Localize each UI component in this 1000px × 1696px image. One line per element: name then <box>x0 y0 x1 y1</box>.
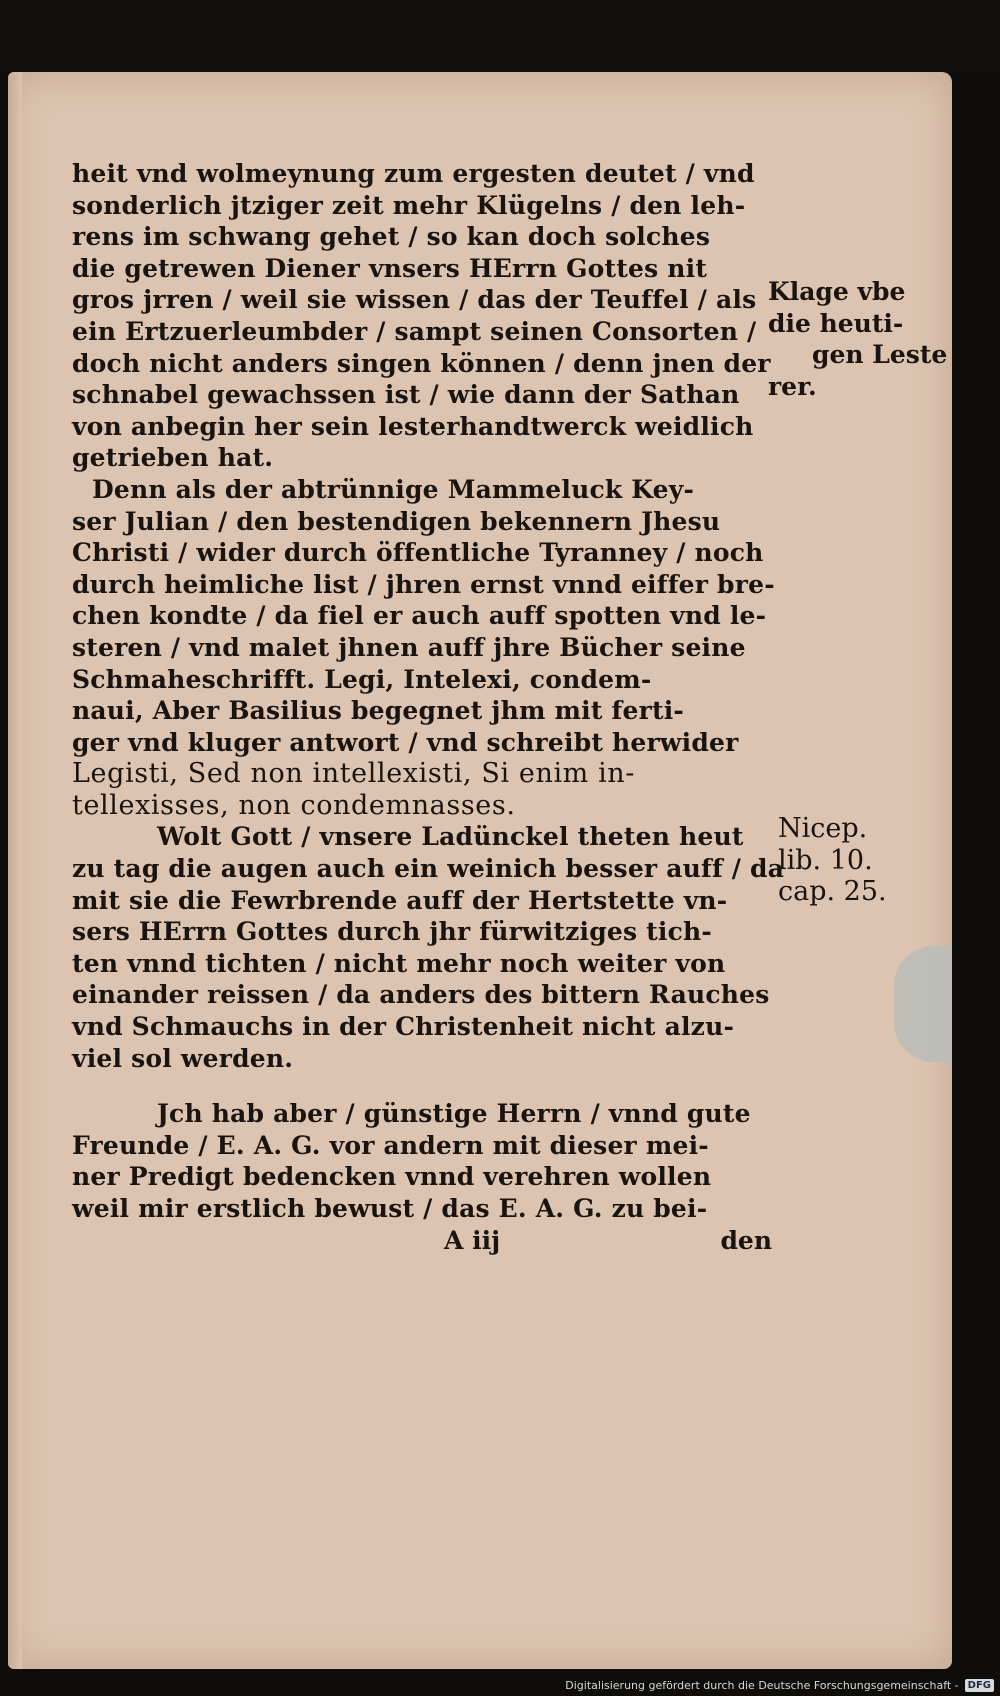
signature-line <box>72 1225 772 1257</box>
footer-text: Digitalisierung gefördert durch die Deutsche Forschungsgemeinschaft - <box>565 1679 959 1692</box>
text-line: durch heimliche list / jhren ernst vnnd eiffer bre- <box>72 569 775 599</box>
catchword: den <box>720 1225 772 1255</box>
text-line: einander reissen / da anders des bittern Rauches <box>72 980 770 1010</box>
text-line: steren / vnd malet jhnen auff jhre Bücher seine <box>72 632 746 662</box>
paragraph-gap <box>72 1074 772 1098</box>
text-line: ser Julian / den bestendigen bekennern Jhesu <box>72 506 721 536</box>
margin-note-line: rer. <box>768 371 817 401</box>
text-line: heit vnd wolmeynung zum ergesten deutet / vnd <box>72 159 755 188</box>
text-line: ner Predigt bedencken vnnd verehren wollen <box>72 1162 712 1192</box>
text-line: Jch hab aber / günstige Herrn / vnnd gute <box>157 1099 751 1129</box>
main-text-block <box>72 158 785 1256</box>
text-line: naui, Aber Basilius begegnet jhm mit ferti- <box>72 696 684 726</box>
text-line: Wolt Gott / vnsere Ladünckel theten heut <box>157 822 744 852</box>
text-line: die getrewen Diener vnsers HErrn Gottes nit <box>72 253 708 283</box>
margin-note-line: die heuti- <box>768 308 904 338</box>
text-line: schnabel gewachssen ist / wie dann der Sathan <box>72 380 740 410</box>
text-line: von anbegin her sein lesterhandtwerck weidlich <box>72 411 754 441</box>
text-line: doch nicht anders singen können / denn jnen der <box>72 348 771 378</box>
text-line: weil mir erstlich bewust / das E. A. G. zu bei- <box>72 1194 708 1223</box>
footer-credit <box>565 1679 994 1692</box>
text-line: viel sol werden. <box>72 1043 294 1073</box>
margin-note-line: Nicep. <box>778 813 868 844</box>
margin-note-line: lib. 10. <box>778 844 873 876</box>
text-line: ein Ertzuerleumbder / sampt seinen Consorten / <box>72 316 757 346</box>
text-line: getrieben hat. <box>72 443 274 473</box>
text-line: Schmaheschrifft. Legi, Intelexi, condem- <box>72 664 652 694</box>
margin-note-line: gen Leste <box>812 340 948 370</box>
text-line: mit sie die Fewrbrende auff der Hertstette vn- <box>72 885 728 915</box>
margin-note-nicep <box>778 813 887 908</box>
text-line: gros jrren / weil sie wissen / das der Teuffel / als <box>72 285 757 315</box>
margin-note-line: Klage vbe <box>768 277 906 306</box>
text-line: chen kondte / da fiel er auch auff spotten vnd le- <box>72 601 767 631</box>
text-line: rens im schwang gehet / so kan doch solches <box>72 222 711 252</box>
margin-note-klage <box>768 276 947 402</box>
page-gutter-shadow <box>8 72 22 1669</box>
signature-mark: A iij <box>444 1225 501 1255</box>
text-line: ger vnd kluger antwort / vnd schreibt herwider <box>72 727 739 757</box>
text-line: sers HErrn Gottes durch jhr fürwitziges tich- <box>72 917 713 947</box>
text-line: tellexisses, non condemnasses. <box>72 789 516 821</box>
text-line: Freunde / E. A. G. vor andern mit dieser mei- <box>72 1130 709 1160</box>
text-line: vnd Schmauchs in der Christenheit nicht alzu- <box>72 1012 735 1042</box>
scan-top-edge <box>0 0 1000 72</box>
page-clip-tab <box>894 946 952 1062</box>
text-line: sonderlich jtziger zeit mehr Klügelns / den leh- <box>72 190 746 220</box>
text-line: Denn als der abtrünnige Mammeluck Key- <box>92 474 695 504</box>
text-line: Legisti, Sed non intellexisti, Si enim in- <box>72 758 636 790</box>
text-line: Christi / wider durch öffentliche Tyranney / noch <box>72 538 764 568</box>
margin-note-line: cap. 25. <box>778 876 887 908</box>
text-line: zu tag die augen auch ein weinich besser auff / da <box>72 854 785 884</box>
dfg-logo-icon: DFG <box>965 1679 994 1692</box>
text-line: ten vnnd tichten / nicht mehr noch weiter von <box>72 948 726 978</box>
